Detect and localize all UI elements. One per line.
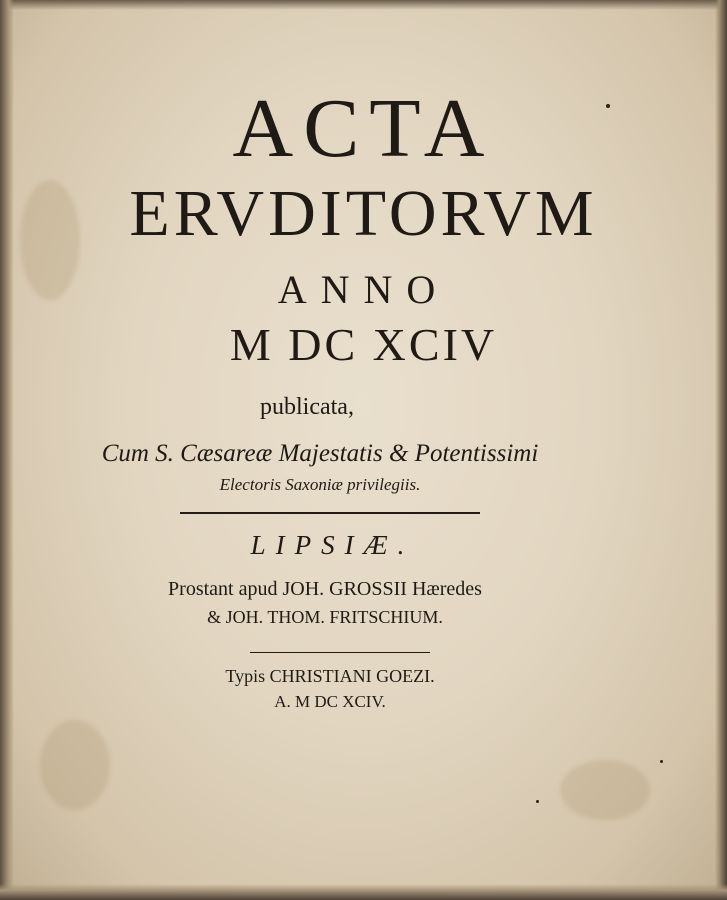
- paper-speck: [660, 760, 663, 763]
- place-of-publication: LIPSIÆ.: [250, 530, 415, 560]
- published-line: publicata,: [260, 394, 354, 420]
- date-line: A. M DC XCIV.: [274, 692, 386, 711]
- printer-line: Typis CHRISTIANI GOEZI.: [225, 666, 435, 686]
- title-line-acta: ACTA: [232, 82, 495, 175]
- paper-speck: [536, 800, 539, 803]
- title-line-eruditorum: ERVDITORVM: [129, 177, 598, 250]
- paper-stain: [560, 760, 650, 820]
- privilege-line-1: Cum S. Cæsareæ Majestatis & Potentissimi: [101, 440, 539, 467]
- divider-rule: [180, 512, 480, 514]
- imprint-line-2: & JOH. THOM. FRITSCHIUM.: [207, 607, 443, 627]
- page-edge-top: [0, 0, 727, 10]
- divider-rule-small: [250, 652, 430, 653]
- privilege-line-2: Electoris Saxoniæ privilegiis.: [219, 475, 421, 494]
- page-edge-bottom: [0, 884, 727, 900]
- paper-stain: [40, 720, 110, 810]
- title-line-anno: ANNO: [277, 267, 450, 312]
- imprint-line-1: Prostant apud JOH. GROSSII Hæredes: [168, 578, 482, 600]
- title-line-year: M DC XCIV: [229, 319, 498, 370]
